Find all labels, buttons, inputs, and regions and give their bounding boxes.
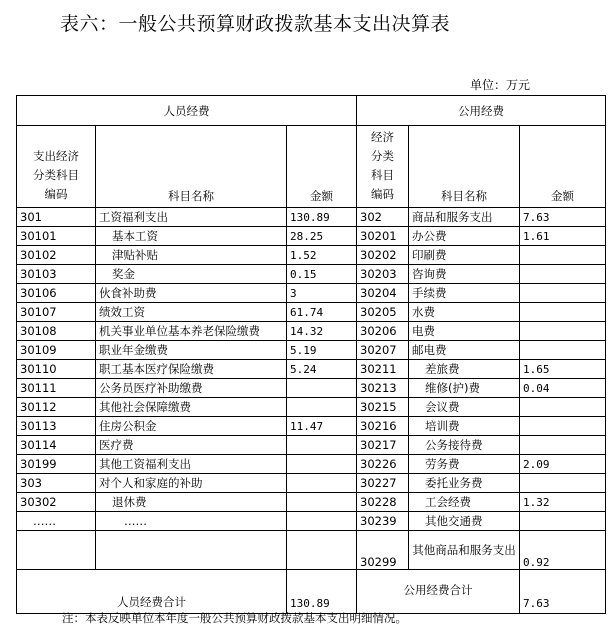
table-row: 301 工资福利支出 130.89 302 商品和服务支出 7.63	[17, 208, 606, 227]
section-header-row	[17, 96, 606, 126]
unit-label: 单位：万元	[470, 78, 531, 92]
header-left-amount: 金额	[287, 126, 357, 208]
table-row: 30103 奖金 0.15 30203 咨询费	[17, 265, 606, 284]
table-row: 30107 绩效工资 61.74 30205 水费	[17, 303, 606, 322]
table-row: 30114 医疗费 30217 公务接待费	[17, 436, 606, 455]
table-row: 30108 机关事业单位基本养老保险缴费 14.32 30206 电费	[17, 322, 606, 341]
table-row: 303 对个人和家庭的补助 30227 委托业务费	[17, 474, 606, 493]
public-total-amount: 7.63	[520, 570, 606, 614]
column-header-row	[17, 126, 606, 208]
header-left-name: 科目名称	[96, 126, 287, 208]
header-right-amount: 金额	[520, 126, 606, 208]
expenditure-table	[16, 95, 606, 614]
public-total-label: 公用经费合计	[357, 570, 520, 614]
personnel-total-label: 人员经费合计	[17, 570, 287, 614]
table-row: 30102 津贴补贴 1.52 30202 印刷费	[17, 246, 606, 265]
table-row: 30302 退休费 30228 工会经费 1.32	[17, 493, 606, 512]
section-public: 公用经费	[357, 96, 606, 126]
header-left-code: 支出经济 分类科目 编码	[17, 126, 96, 208]
table-row: 30299 其他商品和服务支出 0.92	[17, 531, 606, 570]
table-row: 30101 基本工资 28.25 30201 办公费 1.61	[17, 227, 606, 246]
footnote: 注：本表反映单位本年度一般公共预算财政拨款基本支出明细情况。	[62, 611, 407, 625]
table-row: 30106 伙食补助费 3 30204 手续费	[17, 284, 606, 303]
table-row: 30112 其他社会保障缴费 30215 会议费	[17, 398, 606, 417]
table-row: 30199 其他工资福利支出 30226 劳务费 2.09	[17, 455, 606, 474]
header-right-code: 经济 分类 科目 编码	[357, 126, 409, 208]
totals-row	[17, 570, 606, 614]
table-row: …… …… 30239 其他交通费	[17, 512, 606, 531]
header-right-name: 科目名称	[409, 126, 520, 208]
table-row: 30110 职工基本医疗保险缴费 5.24 30211 差旅费 1.65	[17, 360, 606, 379]
table-row: 30111 公务员医疗补助缴费 30213 维修(护)费 0.04	[17, 379, 606, 398]
table-row: 30109 职业年金缴费 5.19 30207 邮电费	[17, 341, 606, 360]
table-row: 30113 住房公积金 11.47 30216 培训费	[17, 417, 606, 436]
page-title: 表六：一般公共预算财政拨款基本支出决算表	[60, 13, 451, 35]
personnel-total-amount: 130.89	[287, 570, 357, 614]
section-personnel: 人员经费	[17, 96, 357, 126]
